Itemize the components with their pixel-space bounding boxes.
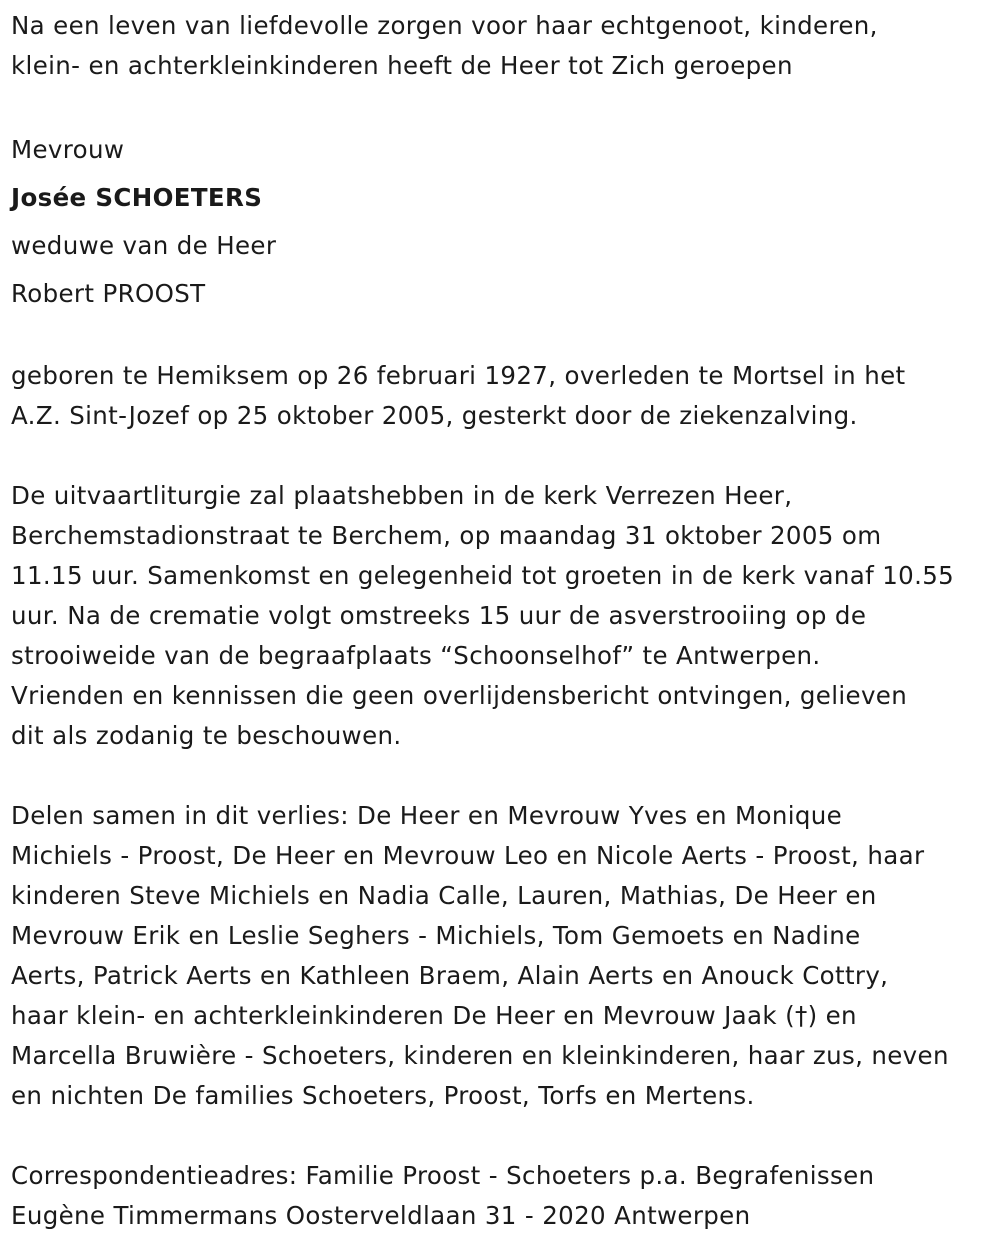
birth-death-paragraph xyxy=(11,356,1000,436)
birth-death-line-1: geboren te Hemiksem op 26 februari 1927, overleden te Mortsel in het xyxy=(11,361,906,390)
funeral-line: dit als zodanig te beschouwen. xyxy=(11,721,402,750)
correspondence-line-1: Correspondentieadres: Familie Proost - Schoeters p.a. Begrafenissen xyxy=(11,1161,875,1190)
funeral-line: uur. Na de crematie volgt omstreeks 15 uur de asverstrooiing op de xyxy=(11,601,867,630)
intro-line-1: Na een leven van liefdevolle zorgen voor haar echtgenoot, kinderen, xyxy=(11,11,878,40)
intro-line-2: klein- en achterkleinkinderen heeft de Heer tot Zich geroepen xyxy=(11,51,793,80)
mourners-paragraph xyxy=(11,796,1000,1116)
deceased-block xyxy=(11,126,1000,318)
funeral-line: Berchemstadionstraat te Berchem, op maandag 31 oktober 2005 om xyxy=(11,521,882,550)
funeral-line: strooiweide van de begraafplaats “Schoonselhof” te Antwerpen. xyxy=(11,641,821,670)
funeral-line: De uitvaartliturgie zal plaatshebben in de kerk Verrezen Heer, xyxy=(11,481,793,510)
salutation: Mevrouw xyxy=(11,135,125,164)
funeral-line: Vrienden en kennissen die geen overlijdensbericht ontvingen, gelieven xyxy=(11,681,908,710)
funeral-paragraph xyxy=(11,476,1000,756)
paragraph-spacer xyxy=(11,86,1000,126)
deceased-name: Josée SCHOETERS xyxy=(11,183,263,212)
correspondence-line-2: Eugène Timmermans Oosterveldlaan 31 - 2020 Antwerpen xyxy=(11,1201,751,1230)
intro-paragraph xyxy=(11,6,1000,86)
relation-label: weduwe van de Heer xyxy=(11,231,277,260)
mourners-line: en nichten De families Schoeters, Proost, Torfs en Mertens. xyxy=(11,1081,755,1110)
correspondence-paragraph xyxy=(11,1156,1000,1236)
mourners-line: Delen samen in dit verlies: De Heer en Mevrouw Yves en Monique xyxy=(11,801,843,830)
birth-death-line-2: A.Z. Sint-Jozef op 25 oktober 2005, gesterkt door de ziekenzalving. xyxy=(11,401,858,430)
mourners-line: Marcella Bruwière - Schoeters, kinderen en kleinkinderen, haar zus, neven xyxy=(11,1041,949,1070)
mourners-line: Aerts, Patrick Aerts en Kathleen Braem, Alain Aerts en Anouck Cottry, xyxy=(11,961,889,990)
mourners-line: Michiels - Proost, De Heer en Mevrouw Leo en Nicole Aerts - Proost, haar xyxy=(11,841,925,870)
mourners-line: kinderen Steve Michiels en Nadia Calle, Lauren, Mathias, De Heer en xyxy=(11,881,877,910)
mourners-line: Mevrouw Erik en Leslie Seghers - Michiels, Tom Gemoets en Nadine xyxy=(11,921,861,950)
spouse-name: Robert PROOST xyxy=(11,279,206,308)
mourners-line: haar klein- en achterkleinkinderen De Heer en Mevrouw Jaak (†) en xyxy=(11,1001,857,1030)
paragraph-spacer xyxy=(11,1116,1000,1156)
paragraph-spacer xyxy=(11,756,1000,796)
paragraph-spacer xyxy=(11,436,1000,476)
funeral-line: 11.15 uur. Samenkomst en gelegenheid tot groeten in de kerk vanaf 10.55 xyxy=(11,561,955,590)
paragraph-spacer xyxy=(11,318,1000,356)
